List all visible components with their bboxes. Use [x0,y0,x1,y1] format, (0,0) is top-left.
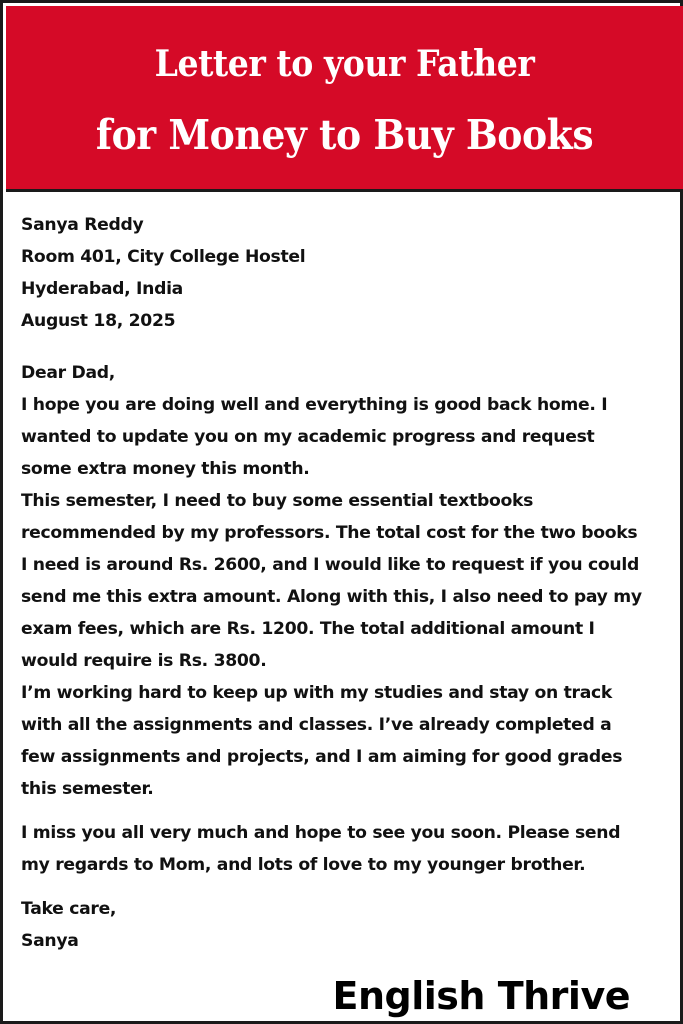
closing-line: my regards to Mom, and lots of love to my younger brother. [21,855,586,875]
letter-content [21,209,671,957]
body-line: I’m working hard to keep up with my studies and stay on track [21,683,613,703]
brand-watermark: English Thrive [332,974,630,1018]
body-line: wanted to update you on my academic progress and request [21,427,595,447]
body-line: with all the assignments and classes. I’ve already completed a [21,715,612,735]
body-line: I hope you are doing well and everything is good back home. I [21,395,608,415]
title-banner [6,6,683,192]
body-line: exam fees, which are Rs. 1200. The total additional amount I [21,619,595,639]
page-title-line-2: for Money to Buy Books [95,111,594,159]
body-line: recommended by my professors. The total cost for the two books [21,523,638,543]
sender-block [21,209,671,337]
letter-date: August 18, 2025 [21,311,176,331]
body-line: I need is around Rs. 2600, and I would like to request if you could [21,555,639,575]
signature: Sanya [21,931,79,951]
body-line: some extra money this month. [21,459,310,479]
sender-name: Sanya Reddy [21,215,144,235]
salutation: Dear Dad, [21,363,115,383]
closing-line: I miss you all very much and hope to see you soon. Please send [21,823,621,843]
sign-off: Take care, [21,899,117,919]
body-line: send me this extra amount. Along with this, I also need to pay my [21,587,642,607]
sender-address-line-1: Room 401, City College Hostel [21,247,306,267]
body-line: would require is Rs. 3800. [21,651,267,671]
page-title-line-1: Letter to your Father [154,43,535,85]
sender-address-line-2: Hyderabad, India [21,279,183,299]
body-line: this semester. [21,779,154,799]
body-line: This semester, I need to buy some essential textbooks [21,491,534,511]
closing-paragraph [21,817,671,881]
letter-body [21,389,671,805]
body-line: few assignments and projects, and I am aiming for good grades [21,747,623,767]
